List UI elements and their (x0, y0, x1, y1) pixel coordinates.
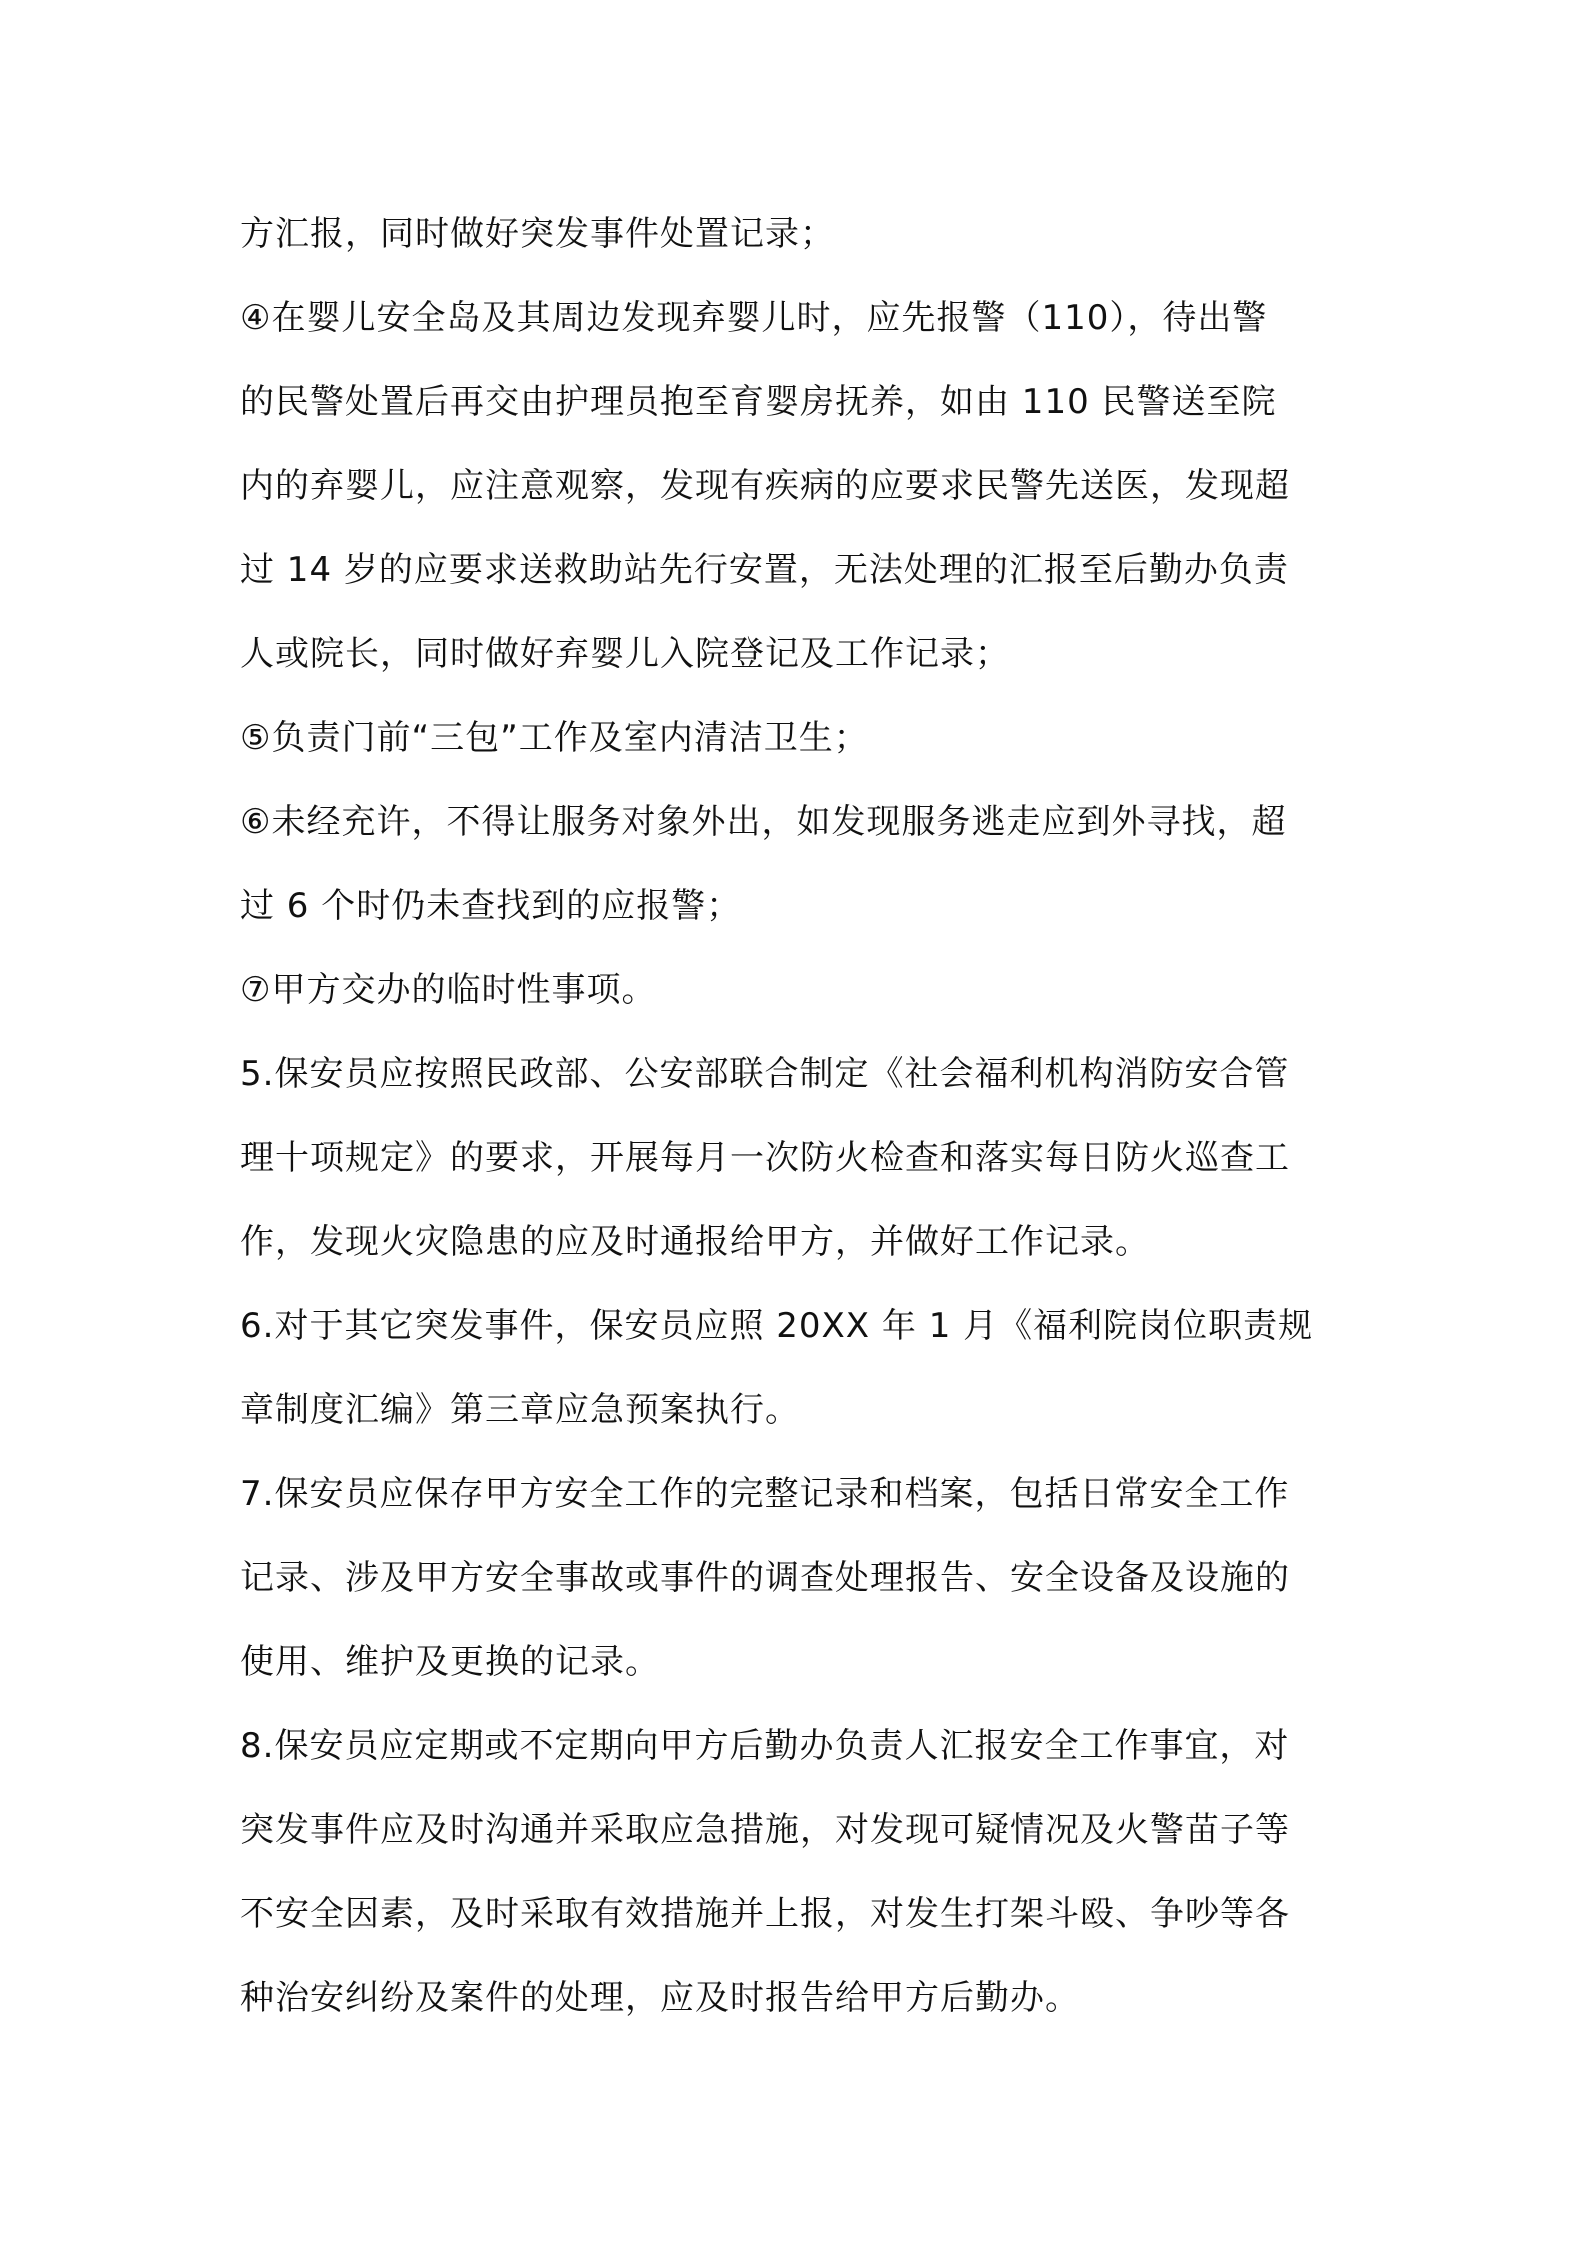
text-line: ④在婴儿安全岛及其周边发现弃婴儿时，应先报警（110），待出警 (240, 298, 1268, 338)
text-line: 人或院长，同时做好弃婴儿入院登记及工作记录； (240, 634, 1010, 674)
text-line: 记录、涉及甲方安全事故或事件的调查处理报告、安全设备及设施的 (240, 1558, 1290, 1598)
text-line: 作，发现火灾隐患的应及时通报给甲方，并做好工作记录。 (240, 1222, 1150, 1262)
text-line: 章制度汇编》第三章应急预案执行。 (240, 1390, 800, 1430)
text-line: 突发事件应及时沟通并采取应急措施，对发现可疑情况及火警苗子等 (240, 1810, 1290, 1850)
text-line: 理十项规定》的要求，开展每月一次防火检查和落实每日防火巡查工 (240, 1138, 1290, 1178)
text-line: 内的弃婴儿，应注意观察，发现有疾病的应要求民警先送医，发现超 (240, 466, 1290, 506)
text-line: 7.保安员应保存甲方安全工作的完整记录和档案，包括日常安全工作 (240, 1474, 1290, 1514)
text-line: ⑦甲方交办的临时性事项。 (240, 970, 657, 1010)
text-line: ⑥未经充许，不得让服务对象外出，如发现服务逃走应到外寻找，超 (240, 802, 1287, 842)
text-line: 6.对于其它突发事件，保安员应照 20XX 年 1 月《福利院岗位职责规 (240, 1306, 1314, 1346)
text-line: 种治安纠纷及案件的处理，应及时报告给甲方后勤办。 (240, 1978, 1080, 2018)
text-line: 过 6 个时仍未查找到的应报警； (240, 886, 742, 926)
text-line: 方汇报，同时做好突发事件处置记录； (240, 214, 835, 254)
text-line: 5.保安员应按照民政部、公安部联合制定《社会福利机构消防安合管 (240, 1054, 1290, 1094)
text-line: 的民警处置后再交由护理员抱至育婴房抚养，如由 110 民警送至院 (240, 382, 1277, 422)
text-line: ⑤负责门前“三包”工作及室内清洁卫生； (240, 718, 869, 758)
text-line: 不安全因素，及时采取有效措施并上报，对发生打架斗殴、争吵等各 (240, 1894, 1290, 1934)
text-line: 8.保安员应定期或不定期向甲方后勤办负责人汇报安全工作事宜，对 (240, 1726, 1290, 1766)
body-text (240, 192, 1360, 2040)
text-line: 使用、维护及更换的记录。 (240, 1642, 660, 1682)
text-line: 过 14 岁的应要求送救助站先行安置，无法处理的汇报至后勤办负责 (240, 550, 1289, 590)
